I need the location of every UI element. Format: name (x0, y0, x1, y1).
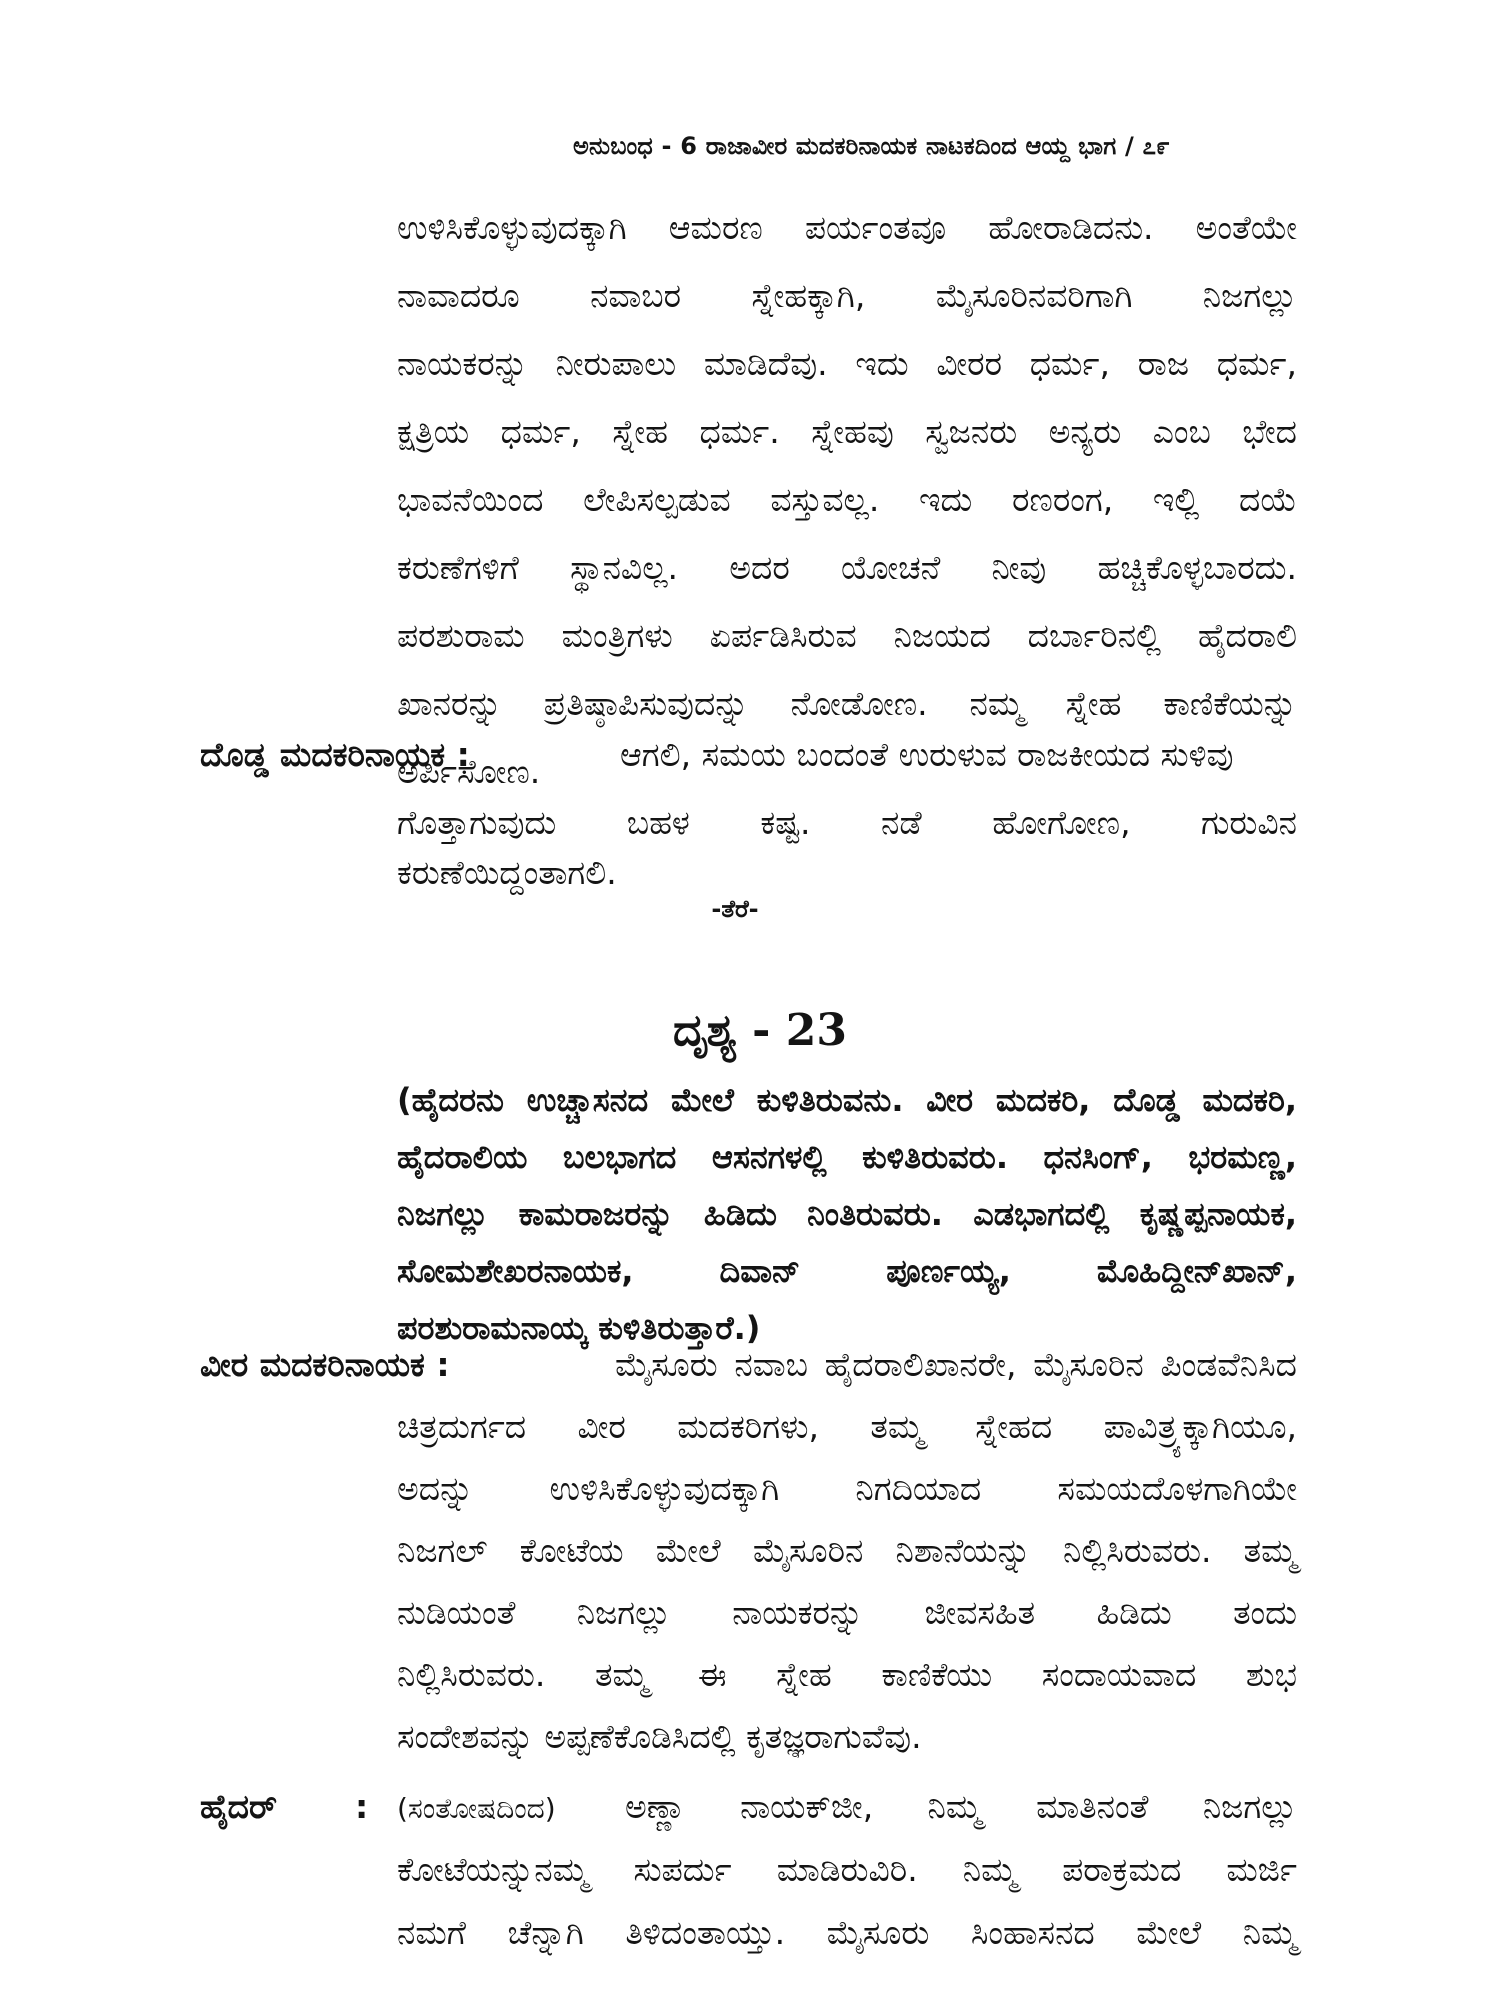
stage-direction-inline: (ಸಂತೋಷದಿಂದ) (397, 1792, 556, 1825)
speaker-name: ದೊಡ್ಡ ಮದಕರಿನಾಯಕ : (200, 735, 470, 774)
speech-line: ನಾಯಕರನ್ನು ನೀರುಪಾಲು ಮಾಡಿದೆವು. ಇದು ವೀರರ ಧರ್ಮ, ರಾಜ ಧರ್ಮ, (397, 344, 1297, 383)
speech-line: ಅರ್ಪಿಸೋಣ. (397, 752, 541, 791)
speech-line: ಗೊತ್ತಾಗುವುದು ಬಹಳ ಕಷ್ಟ. ನಡೆ ಹೋಗೋಣ, ಗುರುವಿನ (397, 803, 1297, 842)
stage-direction-line: (ಹೈದರನು ಉಚ್ಚಾಸನದ ಮೇಲೆ ಕುಳಿತಿರುವನು. ವೀರ ಮದಕರಿ, ದೊಡ್ಡ ಮದಕರಿ, (397, 1081, 1297, 1119)
speech-line: ನುಡಿಯಂತೆ ನಿಜಗಲ್ಲು ನಾಯಕರನ್ನು ಜೀವಸಹಿತ ಹಿಡಿದು ತಂದು (397, 1593, 1297, 1632)
speech-line: ಚಿತ್ರದುರ್ಗದ ವೀರ ಮದಕರಿಗಳು, ತಮ್ಮ ಸ್ನೇಹದ ಪಾವಿತ್ರ್ಯಕ್ಕಾಗಿಯೂ, (397, 1407, 1297, 1446)
curtain-marker: -ತೆರೆ- (711, 895, 759, 923)
speech-line: ಉಳಿಸಿಕೊಳ್ಳುವುದಕ್ಕಾಗಿ ಆಮರಣ ಪರ್ಯಂತವೂ ಹೋರಾಡಿದನು. ಅಂತೆಯೇ (397, 208, 1297, 247)
speech-line: ಭಾವನೆಯಿಂದ ಲೇಪಿಸಲ್ಪಡುವ ವಸ್ತುವಲ್ಲ. ಇದು ರಣರಂಗ, ಇಲ್ಲಿ ದಯೆ (397, 480, 1297, 519)
speaker-name: ವೀರ ಮದಕರಿನಾಯಕ : (200, 1345, 450, 1384)
speech-line: ಕೋಟೆಯನ್ನುನಮ್ಮ ಸುಪರ್ದು ಮಾಡಿರುವಿರಿ. ನಿಮ್ಮ ಪರಾಕ್ರಮದ ಮರ್ಜಿ (397, 1850, 1297, 1889)
scene-title: ದೃಶ್ಯ - 23 (673, 1005, 847, 1056)
speaker-colon: : (355, 1787, 369, 1826)
speech-line: ಕರುಣೆಗಳಿಗೆ ಸ್ಥಾನವಿಲ್ಲ. ಅದರ ಯೋಚನೆ ನೀವು ಹಚ್ಚಿಕೊಳ್ಳಬಾರದು. (397, 548, 1297, 587)
stage-direction-line: ಸೋಮಶೇಖರನಾಯಕ, ದಿವಾನ್ ಪೂರ್ಣಯ್ಯ, ಮೊಹಿದ್ದೀನ್‌ಖಾನ್, (397, 1252, 1297, 1290)
speech-line: ಅಣ್ಣಾ ನಾಯಕ್‌ಜೀ, ನಿಮ್ಮ ಮಾತಿನಂತೆ ನಿಜಗಲ್ಲು (625, 1787, 1297, 1826)
speech-line: ಮೈಸೂರು ನವಾಬ ಹೈದರಾಲಿಖಾನರೇ, ಮೈಸೂರಿನ ಪಿಂಡವೆನಿಸಿದ (615, 1345, 1297, 1384)
speech-line: ಅದನ್ನು ಉಳಿಸಿಕೊಳ್ಳುವುದಕ್ಕಾಗಿ ನಿಗದಿಯಾದ ಸಮಯದೊಳಗಾಗಿಯೇ (397, 1469, 1297, 1508)
stage-direction-line: ಪರಶುರಾಮನಾಯ್ಕ ಕುಳಿತಿರುತ್ತಾರೆ.) (397, 1309, 761, 1347)
speech-line: ಆಗಲಿ, ಸಮಯ ಬಂದಂತೆ ಉರುಳುವ ರಾಜಕೀಯದ ಸುಳಿವು (620, 735, 1234, 774)
speech-line: ನಾವಾದರೂ ನವಾಬರ ಸ್ನೇಹಕ್ಕಾಗಿ, ಮೈಸೂರಿನವರಿಗಾಗಿ ನಿಜಗಲ್ಲು (397, 276, 1297, 315)
speech-line: ಕರುಣೆಯಿದ್ದಂತಾಗಲಿ. (397, 853, 617, 892)
speech-line: ಖಾನರನ್ನು ಪ್ರತಿಷ್ಠಾಪಿಸುವುದನ್ನು ನೋಡೋಣ. ನಮ್ಮ ಸ್ನೇಹ ಕಾಣಿಕೆಯನ್ನು (397, 684, 1297, 723)
speech-line: ನಿಲ್ಲಿಸಿರುವರು. ತಮ್ಮ ಈ ಸ್ನೇಹ ಕಾಣಿಕೆಯು ಸಂದಾಯವಾದ ಶುಭ (397, 1655, 1297, 1694)
speech-line: ಕ್ಷತ್ರಿಯ ಧರ್ಮ, ಸ್ನೇಹ ಧರ್ಮ. ಸ್ನೇಹವು ಸ್ವಜನರು ಅನ್ಯರು ಎಂಬ ಭೇದ (397, 412, 1297, 451)
speech-line: ಸಂದೇಶವನ್ನು ಅಪ್ಪಣೆಕೊಡಿಸಿದಲ್ಲಿ ಕೃತಜ್ಞರಾಗುವೆವು. (397, 1717, 922, 1756)
speech-line: ನಮಗೆ ಚೆನ್ನಾಗಿ ತಿಳಿದಂತಾಯ್ತು. ಮೈಸೂರು ಸಿಂಹಾಸನದ ಮೇಲೆ ನಿಮ್ಮ (397, 1913, 1297, 1952)
running-header: ಅನುಬಂಧ - 6 ರಾಜಾವೀರ ಮದಕರಿನಾಯಕ ನಾಟಕದಿಂದ ಆಯ್ದ ಭಾಗ / ೭೯ (573, 132, 1170, 160)
speaker-name: ಹೈದರ್ (200, 1787, 278, 1826)
stage-direction-line: ನಿಜಗಲ್ಲು ಕಾಮರಾಜರನ್ನು ಹಿಡಿದು ನಿಂತಿರುವರು. ಎಡಭಾಗದಲ್ಲಿ ಕೃಷ್ಣಪ್ಪನಾಯಕ, (397, 1195, 1297, 1233)
speech-line: ಪರಶುರಾಮ ಮಂತ್ರಿಗಳು ಏರ್ಪಡಿಸಿರುವ ನಿಜಯದ ದರ್ಬಾರಿನಲ್ಲಿ ಹೈದರಾಲಿ (397, 616, 1297, 655)
stage-direction-line: ಹೈದರಾಲಿಯ ಬಲಭಾಗದ ಆಸನಗಳಲ್ಲಿ ಕುಳಿತಿರುವರು. ಧನಸಿಂಗ್, ಭರಮಣ್ಣ, (397, 1138, 1297, 1176)
speech-line: ನಿಜಗಲ್ ಕೋಟೆಯ ಮೇಲೆ ಮೈಸೂರಿನ ನಿಶಾನೆಯನ್ನು ನಿಲ್ಲಿಸಿರುವರು. ತಮ್ಮ (397, 1531, 1297, 1570)
